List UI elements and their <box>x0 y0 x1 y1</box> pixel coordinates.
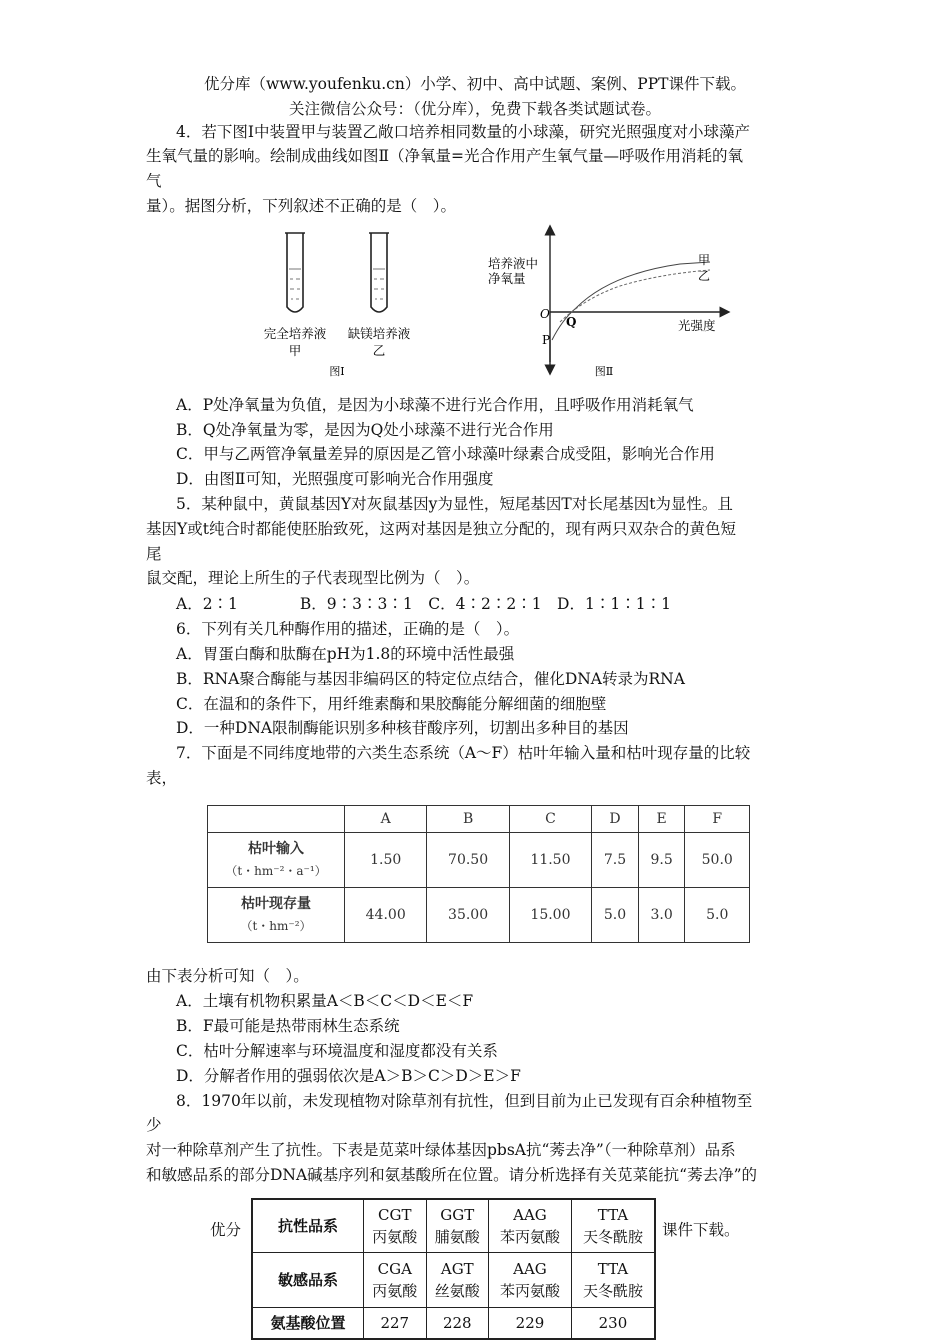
figure-1-caption: 图Ⅰ <box>329 365 345 378</box>
q4-option: B．Q处净氧量为零，是因为Q处小球藻不进行光合作用 <box>176 421 554 439</box>
table-cell: 15.00 <box>509 888 591 943</box>
footer-left-fragment: 优分 <box>210 1221 242 1239</box>
table-row <box>208 888 750 943</box>
row-header: 枯叶输入 （t・hm⁻²・a⁻¹） <box>208 833 345 888</box>
column-header: F <box>685 806 750 833</box>
q7-after: 由下表分析可知（ ）。 <box>146 967 309 985</box>
q8-stem: 对一种除草剂产生了抗性。下表是苋菜叶绿体基因pbsA抗“莠去净”（一种除草剂）品系 <box>146 1141 736 1159</box>
row-header: 抗性品系 <box>252 1199 364 1253</box>
q4-stem: 量）。据图分析，下列叙述不正确的是（ ）。 <box>146 197 457 215</box>
q8-stem: 少 <box>146 1116 162 1134</box>
q7-stem: 7．下面是不同纬度地带的六类生态系统（A～F）枯叶年输入量和枯叶现存量的比较 <box>176 744 751 762</box>
table-cell: TTA 天冬酰胺 <box>571 1199 655 1253</box>
table-cell: 70.50 <box>427 833 509 888</box>
column-header: A <box>345 806 427 833</box>
x-axis-label: 光强度 <box>678 318 716 333</box>
table-cell: CGT 丙氨酸 <box>364 1199 427 1253</box>
table-cell: TTA 天冬酰胺 <box>571 1253 655 1308</box>
table-cell: CGA 丙氨酸 <box>364 1253 427 1308</box>
q4-stem: 生氧气量的影响。绘制成曲线如图Ⅱ（净氧量=光合作用产生氧气量—呼吸作用消耗的氧 <box>146 147 744 165</box>
table-cell: 35.00 <box>427 888 509 943</box>
q5-stem: 鼠交配，理论上所生的子代表现型比例为（ ）。 <box>146 569 480 587</box>
origin-label: O <box>540 307 550 321</box>
table-cell: GGT 脯氨酸 <box>426 1199 489 1253</box>
table-cell: 1.50 <box>345 833 427 888</box>
table-cell: AAG 苯丙氨酸 <box>489 1199 572 1253</box>
q-label: Q <box>566 315 577 329</box>
q4-stem: 4．若下图Ⅰ中装置甲与装置乙敞口培养相同数量的小球藻，研究光照强度对小球藻产 <box>176 123 750 141</box>
curve-b-label: 乙 <box>698 269 711 283</box>
q5-stem: 5．某种鼠中，黄鼠基因Y对灰鼠基因y为显性，短尾基因T对长尾基因t为显性。且 <box>176 495 733 513</box>
p-label: P <box>542 333 551 347</box>
q4-stem: 气 <box>146 172 162 190</box>
table-cell: AGT 丝氨酸 <box>426 1253 489 1308</box>
figure-2-caption: 图Ⅱ <box>594 365 614 378</box>
table-cell: 5.0 <box>592 888 639 943</box>
table-cell: 9.5 <box>638 833 685 888</box>
table-row <box>252 1253 655 1308</box>
table-cell: 228 <box>426 1308 489 1340</box>
q8-stem: 8．1970年以前，未发现植物对除草剂有抗性，但到目前为止已发现有百余种植物至 <box>176 1092 753 1110</box>
tube-a-name: 甲 <box>288 343 302 358</box>
q4-option: D．由图Ⅱ可知，光照强度可影响光合作用强度 <box>176 470 494 488</box>
column-header: D <box>592 806 639 833</box>
column-header: C <box>509 806 591 833</box>
figure-2-oxygen-curve <box>480 222 740 382</box>
q5-options: A．2∶1 B．9∶3∶3∶1 C．4∶2∶2∶1 D．1∶1∶1∶1 <box>176 595 671 613</box>
table-cell: 44.00 <box>345 888 427 943</box>
q5-stem: 尾 <box>146 545 162 563</box>
column-header: E <box>638 806 685 833</box>
y-axis-label: 净氧量 <box>488 271 526 286</box>
y-axis-label: 培养液中 <box>488 256 539 271</box>
table-header-row <box>208 806 750 833</box>
tube-b-name: 乙 <box>372 343 386 358</box>
table-cell: 229 <box>489 1308 572 1340</box>
tube-a-label: 完全培养液 <box>263 326 327 341</box>
row-header: 氨基酸位置 <box>252 1308 364 1340</box>
column-header: B <box>427 806 509 833</box>
litter-table <box>207 805 750 943</box>
q4-option: A．P处净氧量为负值，是因为小球藻不进行光合作用，且呼吸作用消耗氧气 <box>176 396 694 414</box>
q7-option: D．分解者作用的强弱依次是A＞B＞C＞D＞E＞F <box>176 1067 521 1085</box>
table-cell: 227 <box>364 1308 427 1340</box>
table-row <box>252 1308 655 1340</box>
tube-a <box>285 233 305 312</box>
q7-stem: 表， <box>146 769 178 787</box>
header-line-2: 关注微信公众号：（优分库），免费下载各类试题试卷。 <box>288 100 661 118</box>
q7-option: C．枯叶分解速率与环境温度和湿度都没有关系 <box>176 1042 498 1060</box>
header-line-1: 优分库（www.youfenku.cn）小学、初中、高中试题、案例、PPT课件下载。 <box>203 75 747 93</box>
table-cell: 7.5 <box>592 833 639 888</box>
q7-option: B．F最可能是热带雨林生态系统 <box>176 1017 400 1035</box>
q6-stem: 6．下列有关几种酶作用的描述，正确的是（ ）。 <box>176 620 520 638</box>
table-row <box>208 833 750 888</box>
curve-b <box>560 270 710 322</box>
q6-option: A．胃蛋白酶和肽酶在pH为1.8的环境中活性最强 <box>176 645 515 663</box>
q5-stem: 基因Y或t纯合时都能使胚胎致死，这两对基因是独立分配的，现有两只双杂合的黄色短 <box>146 520 736 538</box>
footer-right-fragment: 课件下载。 <box>662 1221 740 1239</box>
q4-option: C．甲与乙两管净氧量差异的原因是乙管小球藻叶绿素合成受阻，影响光合作用 <box>176 445 715 463</box>
q6-option: D．一种DNA限制酶能识别多种核苷酸序列，切割出多种目的基因 <box>176 719 629 737</box>
tube-b <box>369 233 389 312</box>
q6-option: B．RNA聚合酶能与基因非编码区的特定位点结合，催化DNA转录为RNA <box>176 670 685 688</box>
table-cell: AAG 苯丙氨酸 <box>489 1253 572 1308</box>
table-cell: 230 <box>571 1308 655 1340</box>
figure-1-test-tubes <box>245 225 445 380</box>
q6-option: C．在温和的条件下，用纤维素酶和果胶酶能分解细菌的细胞壁 <box>176 695 607 713</box>
table-cell: 5.0 <box>685 888 750 943</box>
q7-option: A．土壤有机物积累量A＜B＜C＜D＜E＜F <box>176 992 474 1010</box>
row-header: 枯叶现存量 （t・hm⁻²） <box>208 888 345 943</box>
row-header: 敏感品系 <box>252 1253 364 1308</box>
dna-sequence-table <box>251 1198 656 1340</box>
q8-stem: 和敏感品系的部分DNA碱基序列和氨基酸所在位置。请分析选择有关苋菜能抗“莠去净”的 <box>146 1166 758 1184</box>
tube-b-label: 缺镁培养液 <box>347 326 411 341</box>
curve-a-label: 甲 <box>698 253 711 267</box>
table-cell: 11.50 <box>509 833 591 888</box>
table-row <box>252 1199 655 1253</box>
table-cell: 3.0 <box>638 888 685 943</box>
table-cell: 50.0 <box>685 833 750 888</box>
